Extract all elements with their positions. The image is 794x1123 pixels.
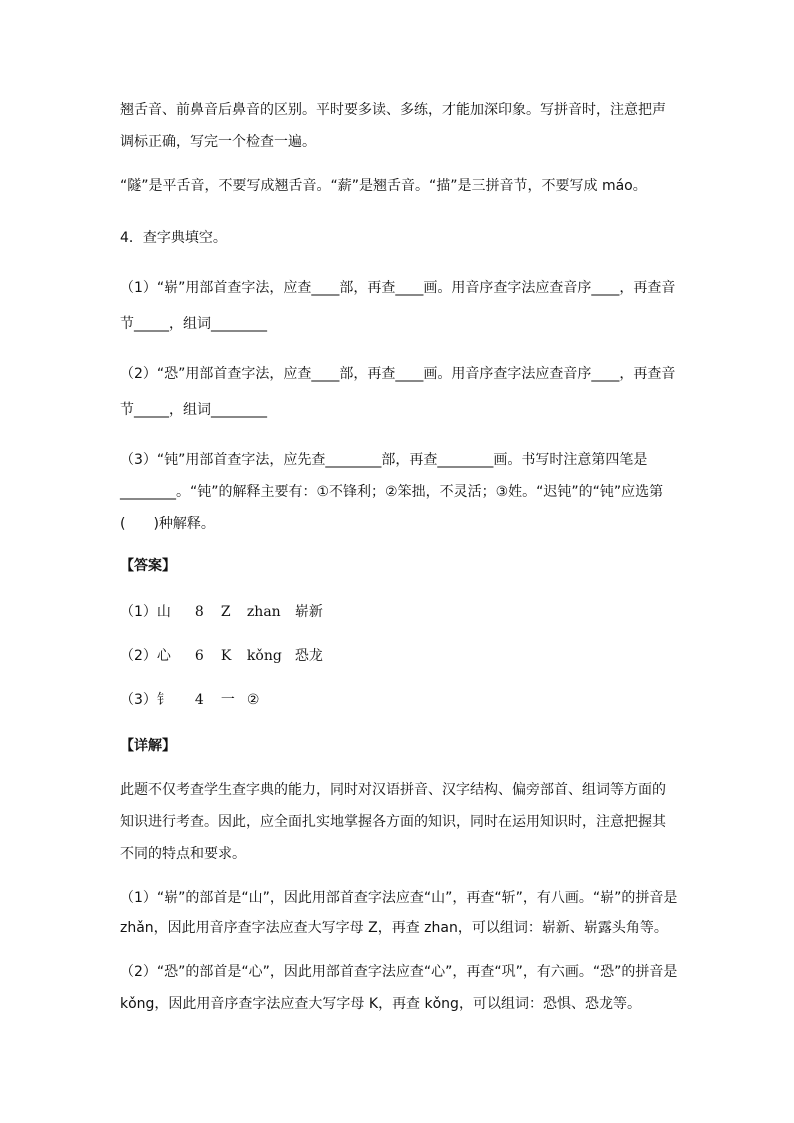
text-line: 此题不仅考查学生查字典的能力，同时对汉语拼音、汉字结构、偏旁部首、组词等方面的 <box>120 782 666 798</box>
text-line: 知识进行考查。因此，应全面扎实地掌握各方面的知识，同时在运用知识时，注意把握其 <box>120 814 666 830</box>
answer-row <box>120 602 323 622</box>
question-item-3-line-2: ________。“钝”的解释主要有：①不锋利；②笨拙，不灵活；③姓。“迟钝”的“钝”应选第 <box>120 484 664 500</box>
answer-number: （1） <box>120 604 157 620</box>
answer-word: 崭新 <box>294 604 323 620</box>
question-item-2-line-2: 节_____，组词________ <box>120 402 267 418</box>
question-item-3-line-1: （3）“钝”用部首查字法，应先查________部，再查________画。书写时注意第四笔是 <box>120 452 648 468</box>
explanation-heading: 【详解】 <box>120 738 176 754</box>
question-item-3-line-3: ( )种解释。 <box>120 516 215 532</box>
answer-strokes: 4 <box>194 692 204 708</box>
question-item-1-line-2: 节_____，组词________ <box>120 316 267 332</box>
answer-number: （3） <box>120 692 157 708</box>
answer-choice: ② <box>246 692 260 708</box>
answer-strokes: 6 <box>194 648 204 664</box>
explanation-item-2-line-2: kǒng，因此用音序查字法应查大写字母 K，再查 kǒng，可以组词：恐惧、恐龙等。 <box>120 996 641 1012</box>
question-heading: 4．查字典填空。 <box>120 230 227 246</box>
answer-word: 恐龙 <box>294 648 323 664</box>
answer-row <box>120 646 323 666</box>
answer-heading: 【答案】 <box>120 558 176 574</box>
answer-fourth-stroke: 一 <box>220 692 235 708</box>
text-line: “隧”是平舌音，不要写成翘舌音。“薪”是翘舌音。“描”是三拼音节，不要写成 máo。 <box>120 178 647 194</box>
answer-radical: 心 <box>156 648 171 664</box>
text-line: 调标正确，写完一个检查一遍。 <box>120 134 316 150</box>
explanation-item-2-line-1: （2）“恐”的部首是“心”，因此用部首查字法应查“心”，再查“巩”，有六画。“恐”的拼音是 <box>120 964 678 980</box>
text-line: 翘舌音、前鼻音后鼻音的区别。平时要多读、多练，才能加深印象。写拼音时，注意把声 <box>120 102 666 118</box>
answer-radical: 钅 <box>156 692 171 708</box>
answer-radical: 山 <box>156 604 171 620</box>
question-item-1-line-1: （1）“崭”用部首查字法，应查____部，再查____画。用音序查字法应查音序____，再查音 <box>120 280 676 296</box>
answer-row <box>120 690 295 710</box>
answer-letter: K <box>220 648 232 664</box>
question-item-2-line-1: （2）“恐”用部首查字法，应查____部，再查____画。用音序查字法应查音序____，再查音 <box>120 366 676 382</box>
explanation-item-1-line-1: （1）“崭”的部首是“山”，因此用部首查字法应查“山”，再查“斩”，有八画。“崭”的拼音是 <box>120 890 678 906</box>
answer-letter: Z <box>220 604 231 620</box>
answer-number: （2） <box>120 648 157 664</box>
answer-syllable: kǒng <box>246 648 282 664</box>
text-line: 不同的特点和要求。 <box>120 846 246 862</box>
answer-syllable: zhan <box>246 604 281 620</box>
answer-strokes: 8 <box>194 604 204 620</box>
explanation-item-1-line-2: zhǎn，因此用音序查字法应查大写字母 Z，再查 zhan，可以组词：崭新、崭露头角等。 <box>120 920 668 936</box>
